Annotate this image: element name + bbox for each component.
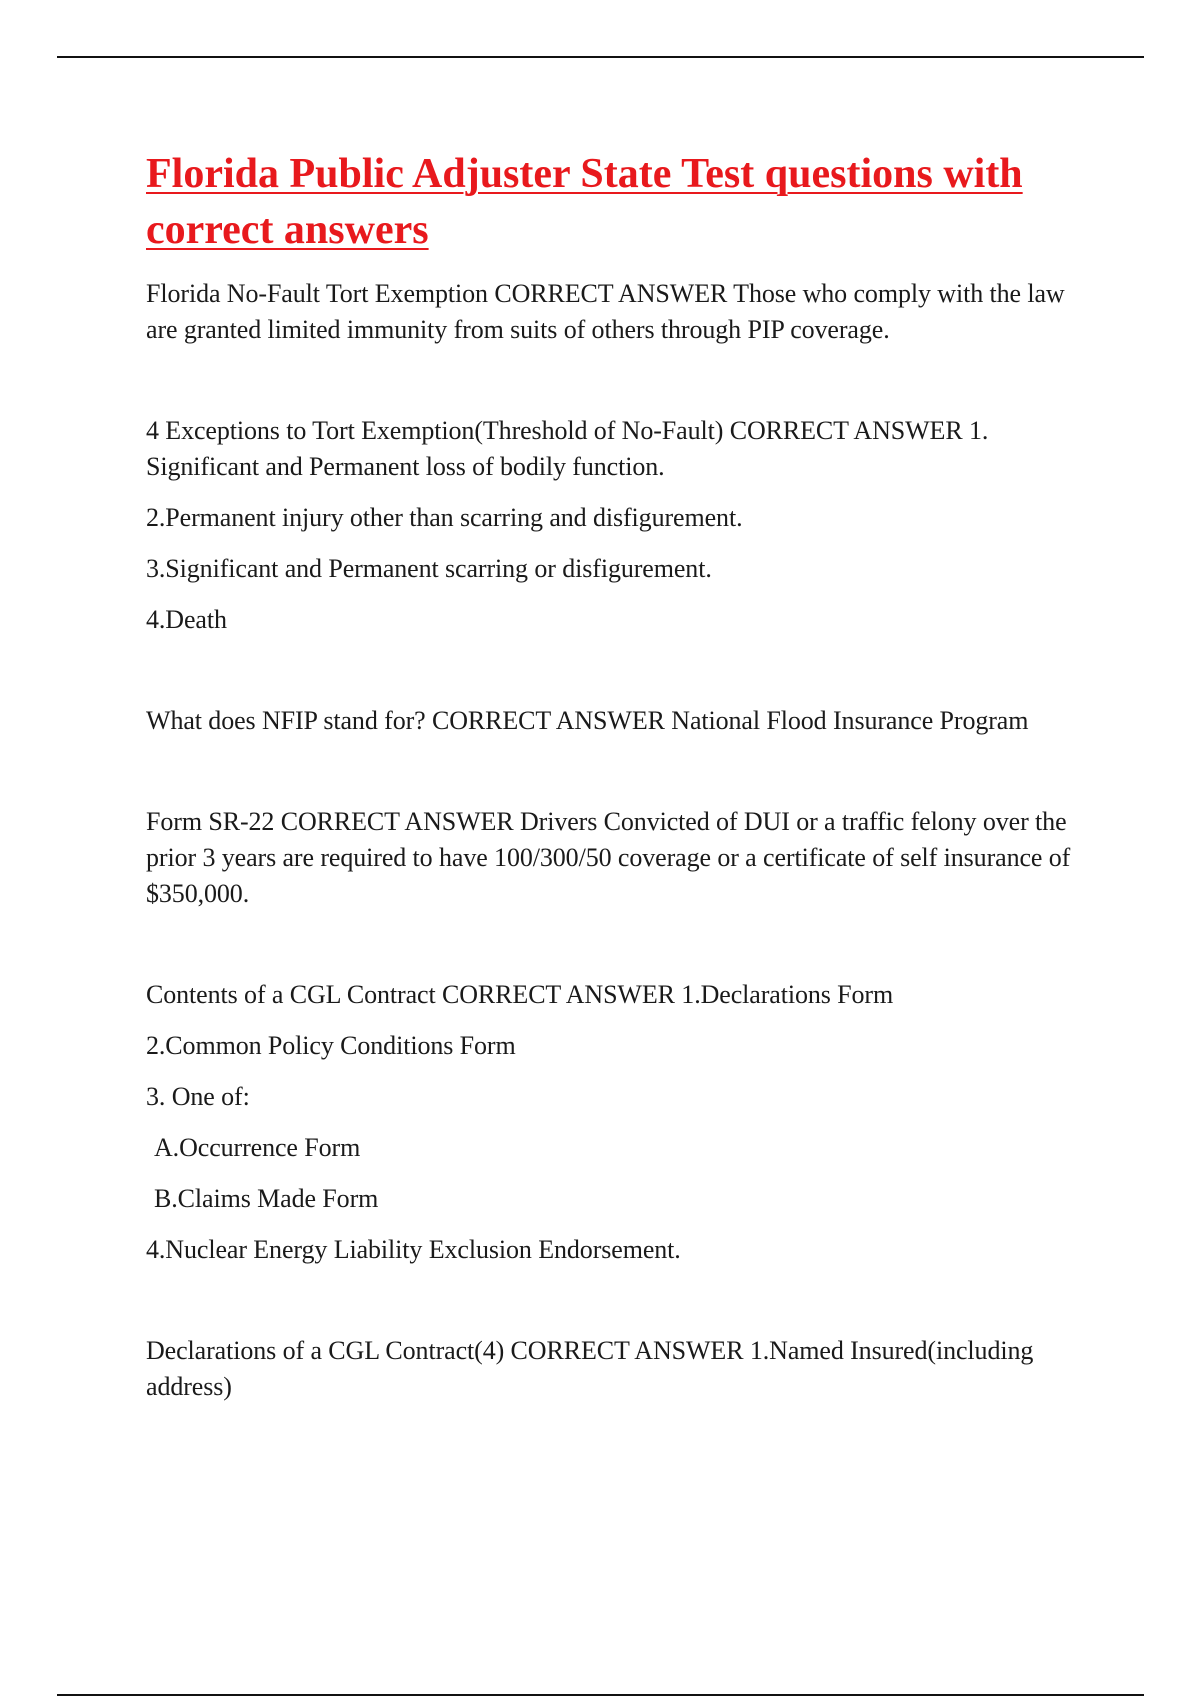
answer-line: 4.Death: [146, 605, 227, 634]
qa-text: Form SR-22 CORRECT ANSWER Drivers Convicted of DUI or a traffic felony over the prior 3 years are required to have 100/300/50 coverage or a certificate of self insurance of $350,000.: [146, 807, 1071, 908]
answer-line: 3. One of:: [146, 1082, 250, 1111]
document-title: Florida Public Adjuster State Test questions with correct answers: [146, 151, 1023, 253]
document-body: [146, 146, 1096, 1405]
answer-line: 2.Permanent injury other than scarring and disfigurement.: [146, 503, 743, 532]
qa-block-cgl-declarations: [146, 1333, 1096, 1405]
qa-block-nfip: [146, 703, 1096, 739]
qa-text: 4 Exceptions to Tort Exemption(Threshold of No-Fault) CORRECT ANSWER 1. Significant and Permanent loss of bodily function.: [146, 416, 989, 481]
qa-block-no-fault-tort-exemption: [146, 276, 1096, 348]
qa-text: Florida No-Fault Tort Exemption CORRECT ANSWER Those who comply with the law are granted limited immunity from suits of others through PIP coverage.: [146, 279, 1065, 344]
qa-text: Declarations of a CGL Contract(4) CORRECT ANSWER 1.Named Insured(including address): [146, 1336, 1034, 1401]
bottom-rule: [57, 1694, 1144, 1696]
answer-subline: A.Occurrence Form: [154, 1133, 361, 1162]
answer-line: 2.Common Policy Conditions Form: [146, 1031, 516, 1060]
qa-block-tort-exemption-exceptions: [146, 413, 1096, 638]
qa-text: What does NFIP stand for? CORRECT ANSWER National Flood Insurance Program: [146, 706, 1029, 735]
qa-text: Contents of a CGL Contract CORRECT ANSWER 1.Declarations Form: [146, 980, 894, 1009]
answer-line: 3.Significant and Permanent scarring or disfigurement.: [146, 554, 712, 583]
qa-block-cgl-contents: [146, 977, 1096, 1268]
qa-block-form-sr-22: [146, 804, 1096, 912]
answer-line: 4.Nuclear Energy Liability Exclusion Endorsement.: [146, 1235, 681, 1264]
answer-subline: B.Claims Made Form: [154, 1184, 379, 1213]
top-rule: [57, 56, 1144, 58]
